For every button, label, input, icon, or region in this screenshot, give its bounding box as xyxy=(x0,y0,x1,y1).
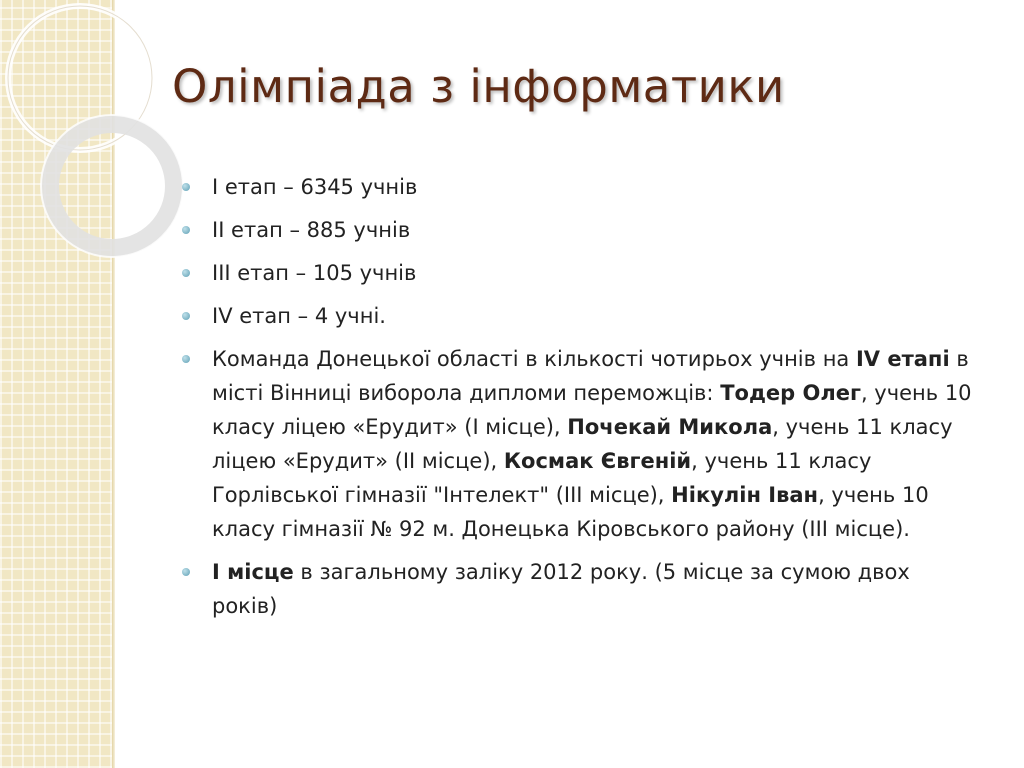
student-name: Тодер Олег xyxy=(720,381,861,405)
list-item xyxy=(178,342,978,546)
bullet-dot-icon xyxy=(182,312,190,320)
overall-text: в загальному заліку 2012 року. (5 місце за сумою двох років) xyxy=(212,560,910,618)
slide-title: Олімпіада з інформатики xyxy=(172,60,785,113)
stage-text: I етап – 6345 учнів xyxy=(212,175,418,199)
student-name: Почекай Микола xyxy=(567,415,773,439)
student-details: , учень 10 класу гімназії № 92 м. Донецька Кіровського району (ІІІ місце). xyxy=(212,483,929,541)
team-text: Команда Донецької області в кількості чотирьох учнів на xyxy=(212,347,856,371)
bullet-dot-icon xyxy=(182,568,190,576)
bullet-list xyxy=(178,170,978,632)
bullet-dot-icon xyxy=(182,269,190,277)
student-name: Космак Євгеній xyxy=(503,449,692,473)
student-details: , учень 10 класу ліцею «Ерудит» (І місце), xyxy=(212,381,972,439)
list-item xyxy=(178,299,978,333)
student-details: , учень 11 класу Горлівської гімназії "Інтелект" (ІІІ місце), xyxy=(212,449,872,507)
stage-text: III етап – 105 учнів xyxy=(212,261,417,285)
bullet-dot-icon xyxy=(182,355,190,363)
team-text: в місті Вінниці виборола дипломи переможців: xyxy=(212,347,969,405)
stage-emphasis: IV етапі xyxy=(855,347,950,371)
student-details: , учень 11 класу ліцею «Ерудит» (ІІ місце), xyxy=(212,415,953,473)
list-item xyxy=(178,555,978,623)
overall-place: І місце xyxy=(212,560,294,584)
bullet-dot-icon xyxy=(182,183,190,191)
stage-text: IV етап – 4 учні. xyxy=(212,304,386,328)
list-item xyxy=(178,170,978,204)
stage-text: II етап – 885 учнів xyxy=(212,218,411,242)
list-item xyxy=(178,213,978,247)
list-item xyxy=(178,256,978,290)
student-name: Нікулін Іван xyxy=(671,483,819,507)
bullet-dot-icon xyxy=(182,226,190,234)
